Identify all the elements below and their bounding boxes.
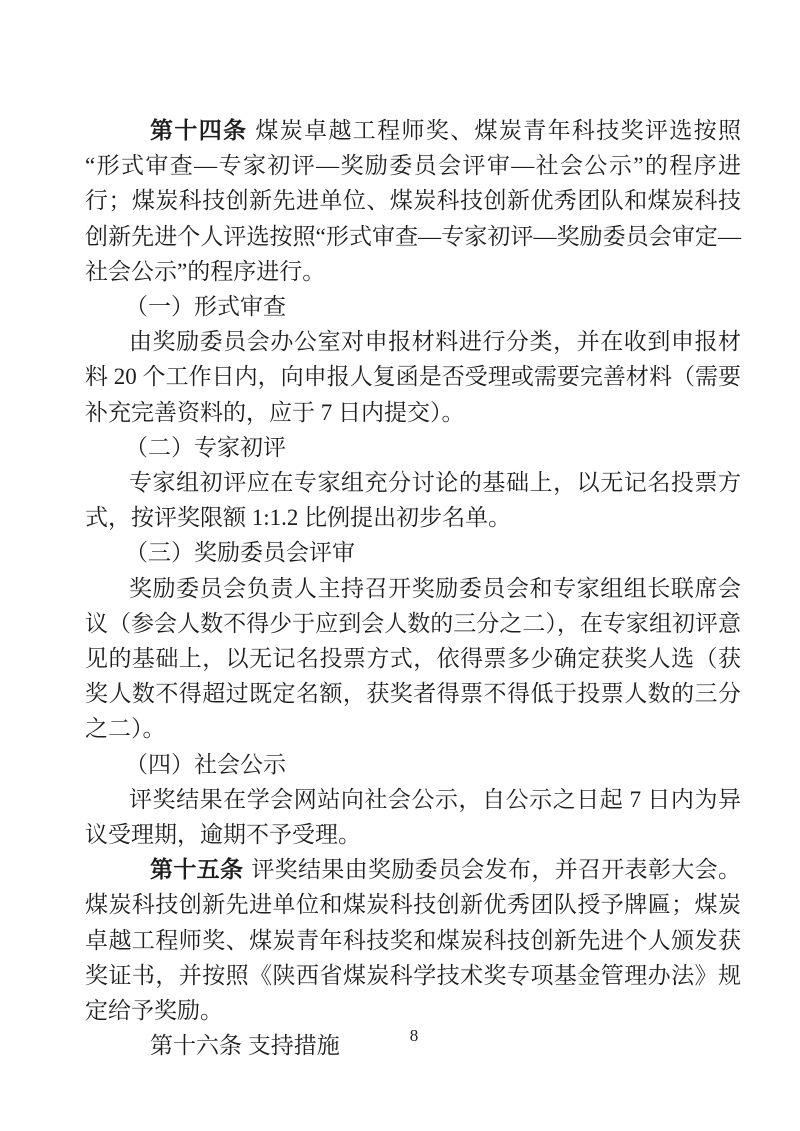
article-15-paragraph bbox=[85, 852, 741, 1028]
article-14-paragraph bbox=[85, 113, 741, 289]
item-3-heading: （三）奖励委员会评审 bbox=[125, 540, 355, 566]
item-3-text: 奖励委员会负责人主持召开奖励委员会和专家组组长联席会议（参会人数不得少于应到会人数的三分之二），在专家组初评意见的基础上，以无记名投票方式，依得票多少确定获奖人选（获奖人数不得超过既定名额，获奖者得票不得低于投票人数的三分之二）。 bbox=[85, 575, 741, 742]
item-4-paragraph bbox=[85, 782, 741, 852]
item-2-paragraph bbox=[85, 465, 741, 535]
document-body bbox=[85, 113, 741, 1063]
article-15-label: 第十五条 bbox=[150, 857, 244, 883]
item-1-text: 由奖励委员会办公室对申报材料进行分类，并在收到申报材料 20 个工作日内，向申报人复函是否受理或需要完善材料（需要补充完善资料的，应于 7 日内提交）。 bbox=[85, 329, 741, 425]
item-2-heading: （二）专家初评 bbox=[125, 434, 286, 460]
article-16-heading: 第十六条 支持措施 bbox=[150, 1033, 340, 1059]
page-number: 8 bbox=[409, 1026, 419, 1045]
article-15-text: 评奖结果由奖励委员会发布，并召开表彰大会。煤炭科技创新先进单位和煤炭科技创新优秀团队授予牌匾；煤炭卓越工程师奖、煤炭青年科技奖和煤炭科技创新先进个人颁发获奖证书，并按照《陕西省煤炭科学技术奖专项基金管理办法》规定给予奖励。 bbox=[85, 857, 742, 1024]
item-4-heading: （四）社会公示 bbox=[125, 751, 286, 777]
article-14-label: 第十四条 bbox=[150, 118, 248, 143]
item-2-text: 专家组初评应在专家组充分讨论的基础上，以无记名投票方式，按评奖限额 1:1.2 比例提出初步名单。 bbox=[85, 470, 741, 531]
page-footer bbox=[0, 1026, 800, 1046]
item-3-paragraph bbox=[85, 571, 741, 747]
article-14-text: 煤炭卓越工程师奖、煤炭青年科技奖评选按照“形式审查—专家初评—奖励委员会评审—社会公示”的程序进行；煤炭科技创新先进单位、煤炭科技创新优秀团队和煤炭科技创新先进个人评选按照“形式审查—专家初评—奖励委员会审定—社会公示”的程序进行。 bbox=[85, 118, 742, 284]
item-1-paragraph bbox=[85, 324, 741, 430]
item-4-text: 评奖结果在学会网站向社会公示，自公示之日起 7 日内为异议受理期，逾期不予受理。 bbox=[85, 786, 741, 848]
item-1-heading: （一）形式审查 bbox=[125, 294, 286, 320]
